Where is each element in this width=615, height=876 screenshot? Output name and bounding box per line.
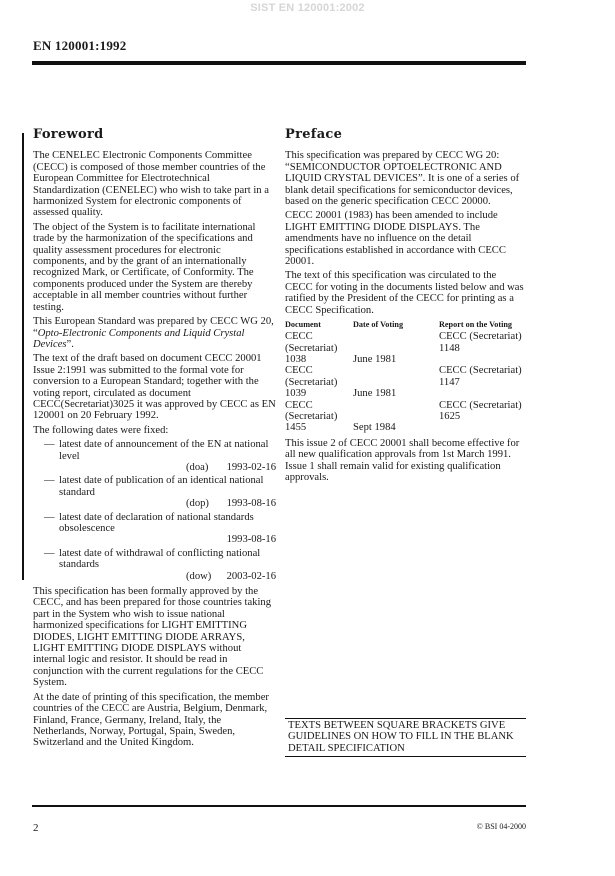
- change-bar: [22, 133, 24, 580]
- footer-rule: [32, 805, 526, 807]
- date-abbr: [186, 534, 222, 545]
- table-cell-report: CECC (Secretariat) 1147: [439, 365, 522, 388]
- wg-suffix: ”.: [66, 338, 74, 350]
- wg-title: Opto-Electronic Components and Liquid Crystal Devices: [33, 327, 245, 350]
- preface-paragraph-1: This specification was prepared by CECC WG 20: “SEMICONDUCTOR OPTOELECTRONIC AND LIQUID CRYSTAL DEVICES”. It is one of a series of blank detail specifications for semiconductor devices, based on the generic specification CECC 20000.: [285, 150, 520, 208]
- table-cell-document: CECC (Secretariat) 1038: [285, 331, 338, 365]
- date-abbr: (doa): [186, 461, 209, 473]
- foreword-paragraph-2: The object of the System is to facilitate international trade by the harmonization of the specifications and quality assessment procedures for electronic components, and by the grant of an internationally recognized Mark, or Certificate, of Conformity. The components produced under the System are thereby acceptable in all member countries without further testing.: [33, 221, 256, 313]
- table-cell-report: CECC (Secretariat) 1148: [439, 331, 522, 354]
- preface-paragraph-2: CECC 20001 (1983) has been amended to include LIGHT EMITTING DIODE DISPLAYS. The amendments have no influence on the detail specifications established in accordance with CECC 20001.: [285, 210, 506, 268]
- table-row: [285, 365, 526, 399]
- standard-code: EN 120001:1992: [33, 38, 127, 53]
- table-header: Report on the Voting: [439, 320, 513, 330]
- foreword-column: [33, 129, 276, 752]
- date-value: 1993-08-16: [226, 498, 276, 510]
- date-item-obsolescence: — latest date of declaration of national standards obsolescence 1993-08-16: [44, 511, 276, 546]
- preface-heading: Preface: [285, 127, 343, 142]
- preface-issue-paragraph: This issue 2 of CECC 20001 shall become effective for all new qualification approvals from 1st March 1991. Issue 1 shall remain valid for existing qualification approvals.: [285, 437, 520, 483]
- date-value: 1993-02-16: [226, 461, 276, 473]
- table-cell-date: June 1981: [353, 388, 397, 400]
- table-header: Date of Voting: [353, 320, 404, 330]
- wg-prefix: This European Standard was prepared by CECC WG 20, “: [33, 316, 274, 339]
- date-value: 2003-02-16: [226, 570, 276, 582]
- header-rule: [32, 61, 526, 65]
- date-label: latest date of withdrawal of conflicting national standards: [59, 547, 261, 571]
- date-item-doa: — latest date of announcement of the EN at national level (doa) 1993-02-16: [44, 439, 276, 473]
- preface-paragraph-3: The text of this specification was circulated to the CECC for voting in the documents listed below and was ratified by the President of the CECC for printing as a CECC Specification.: [285, 270, 524, 316]
- table-cell-date: June 1981: [353, 353, 397, 365]
- foreword-heading: Foreword: [33, 127, 104, 142]
- date-item-dow: — latest date of withdrawal of conflicting national standards (dow) 2003-02-16: [44, 547, 276, 582]
- foreword-paragraph-1: The CENELEC Electronic Components Committee (CECC) is composed of those member countries of the European Committee for Electrotechnical Standardization (CENELEC) who wish to take part in a harmonized System for electronic components of assessed quality.: [33, 150, 269, 219]
- table-header-row: [285, 320, 526, 331]
- preface-column: [285, 129, 526, 486]
- date-abbr: (dop): [186, 498, 209, 510]
- date-label: latest date of declaration of national standards obsolescence: [59, 511, 254, 534]
- copyright: © BSI 04-2000: [476, 822, 526, 831]
- table-cell-report: CECC (Secretariat) 1625: [439, 399, 522, 422]
- table-row: [285, 400, 526, 434]
- dates-intro: The following dates were fixed:: [33, 424, 169, 436]
- foreword-approval-paragraph: This specification has been formally approved by the CECC, and has been prepared for those countries taking part in the System who wish to issue national harmonized specifications for LIGHT EMITTING DIODES, LIGHT EMITTING DIODE ARRAYS, LIGHT EMITTING DIODE DISPLAYS without internal logic and resistor. It should be read in conjunction with the current regulations for the CECC System.: [33, 586, 271, 689]
- date-label: latest date of publication of an identical national standard: [59, 475, 264, 498]
- date-abbr: (dow): [186, 570, 212, 582]
- table-header: Document: [285, 320, 321, 330]
- square-brackets-note: TEXTS BETWEEN SQUARE BRACKETS GIVE GUIDELINES ON HOW TO FILL IN THE BLANK DETAIL SPECIFICATION: [285, 718, 526, 757]
- table-row: [285, 331, 526, 365]
- date-value: 1993-08-16: [226, 534, 276, 546]
- voting-table: [285, 320, 526, 434]
- foreword-draft-paragraph: The text of the draft based on document CECC 20001 Issue 2:1991 was submitted to the formal vote for conversion to a European Standard; together with the voting report, circulated as document CECC(Secretariat)3025 it was approved by CECC as EN 120001 on 20 February 1992.: [33, 353, 276, 422]
- table-cell-document: CECC (Secretariat) 1039: [285, 365, 338, 400]
- page-number: 2: [33, 822, 39, 834]
- date-item-dop: — latest date of publication of an identical national standard (dop) 1993-08-16: [44, 475, 276, 510]
- watermark: SIST EN 120001:2002: [250, 2, 365, 14]
- foreword-wg-paragraph: [33, 316, 276, 350]
- table-cell-date: Sept 1984: [353, 422, 396, 434]
- table-cell-document: CECC (Secretariat) 1455: [285, 399, 338, 434]
- date-label: latest date of announcement of the EN at national level: [59, 439, 269, 462]
- dates-list: [33, 439, 276, 582]
- foreword-members-paragraph: At the date of printing of this specification, the member countries of the CECC are Austria, Belgium, Denmark, Finland, France, Germany, Ireland, Italy, the Netherlands, Norway, Portugal, Spain, Sweden, Switzerland and the United Kingdom.: [33, 691, 269, 749]
